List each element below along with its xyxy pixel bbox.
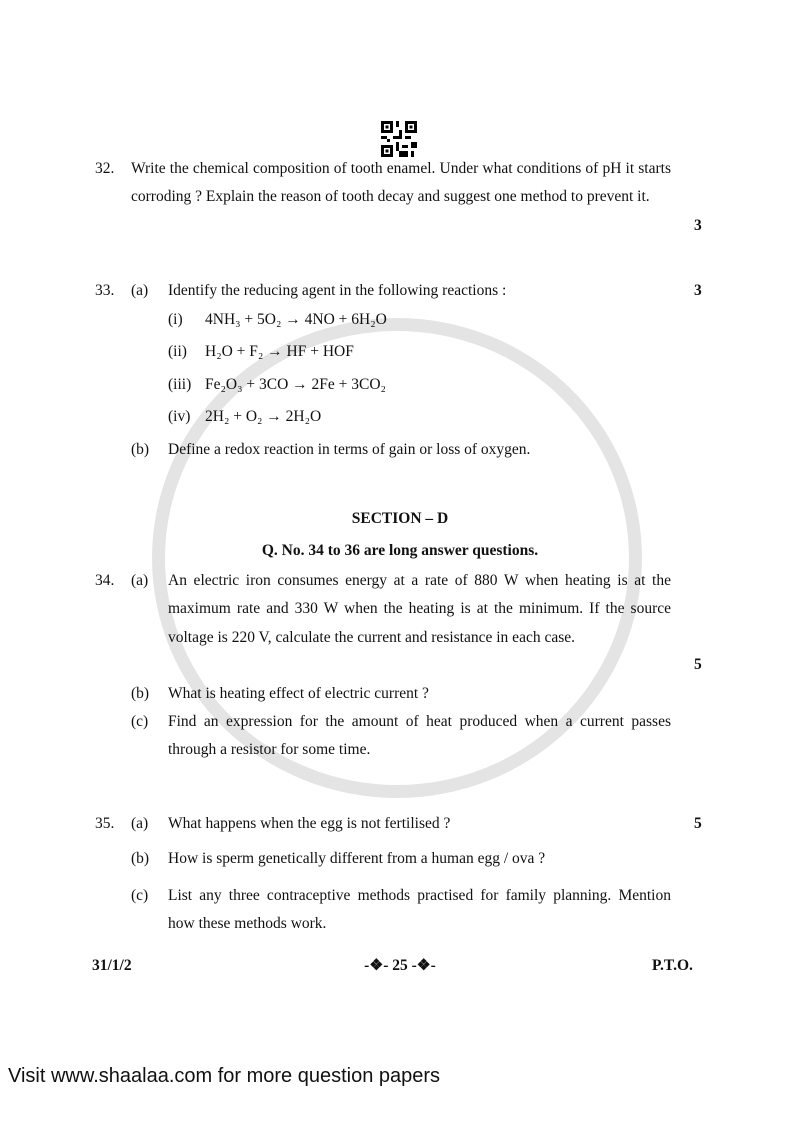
reaction-label: (iii) (168, 376, 192, 393)
q32-number: 32. (95, 160, 115, 177)
page-number-wrap (340, 956, 460, 976)
q34c-text: Find an expression for the amount of heat produced when a current passes through a resistor for some time. (168, 713, 671, 759)
paper-code: 31/1/2 (92, 957, 132, 974)
q34-number: 34. (95, 572, 115, 589)
reaction-equation: H₂O + F₂ → HF + HOF (205, 343, 354, 360)
q35c-text: List any three contraceptive methods practised for family planning. Mention how these methods work. (168, 887, 671, 933)
q34c-label: (c) (131, 713, 149, 730)
ornament-icon: -❖- (411, 957, 436, 974)
reaction-label: (iv) (168, 408, 191, 425)
ornament-icon: -❖- (364, 957, 389, 974)
reaction-label: (i) (168, 311, 183, 328)
q33b-label: (b) (131, 441, 150, 458)
page-number: 25 (392, 957, 408, 974)
reaction-label: (ii) (168, 343, 187, 360)
reaction-equation: 2H₂ + O₂ → 2H₂O (205, 408, 322, 425)
q34a-text: An electric iron consumes energy at a rate of 880 W when heating is at the maximum rate and 330 W when the heating is at the minimum. If the source voltage is 220 V, calculate the current and resistance in each case. (168, 572, 671, 646)
q35b-label: (b) (131, 850, 150, 867)
q33a-text: Identify the reducing agent in the following reactions : (168, 282, 507, 299)
q32-marks: 3 (694, 217, 702, 234)
visit-link[interactable]: Visit www.shaalaa.com for more question papers (8, 1065, 441, 1087)
q34a-label: (a) (131, 572, 149, 589)
q35a-label: (a) (131, 815, 149, 832)
q33a-label: (a) (131, 282, 149, 299)
q34b-label: (b) (131, 685, 150, 702)
q34b-text: What is heating effect of electric current ? (168, 685, 429, 702)
q35-marks: 5 (694, 815, 702, 832)
reaction-equation: 4NH₃ + 5O₂ → 4NO + 6H₂O (205, 311, 387, 328)
qr-code-icon (381, 121, 417, 157)
pto-label: P.T.O. (652, 957, 693, 974)
reaction-equation: Fe₂O₃ + 3CO → 2Fe + 3CO₂ (205, 376, 386, 393)
q35c-label: (c) (131, 887, 149, 904)
section-title: SECTION – D (351, 510, 449, 527)
q33b-text: Define a redox reaction in terms of gain or loss of oxygen. (168, 441, 531, 458)
q33-marks: 3 (694, 282, 702, 299)
q35-number: 35. (95, 815, 115, 832)
q34-marks: 5 (694, 656, 702, 673)
section-subtitle: Q. No. 34 to 36 are long answer questions. (261, 542, 539, 559)
q35a-text: What happens when the egg is not fertilised ? (168, 815, 451, 832)
q32-text: Write the chemical composition of tooth enamel. Under what conditions of pH it starts corroding ? Explain the reason of tooth decay and suggest one method to prevent it. (131, 160, 671, 206)
q33-number: 33. (95, 282, 115, 299)
q35b-text: How is sperm genetically different from a human egg / ova ? (168, 850, 546, 867)
